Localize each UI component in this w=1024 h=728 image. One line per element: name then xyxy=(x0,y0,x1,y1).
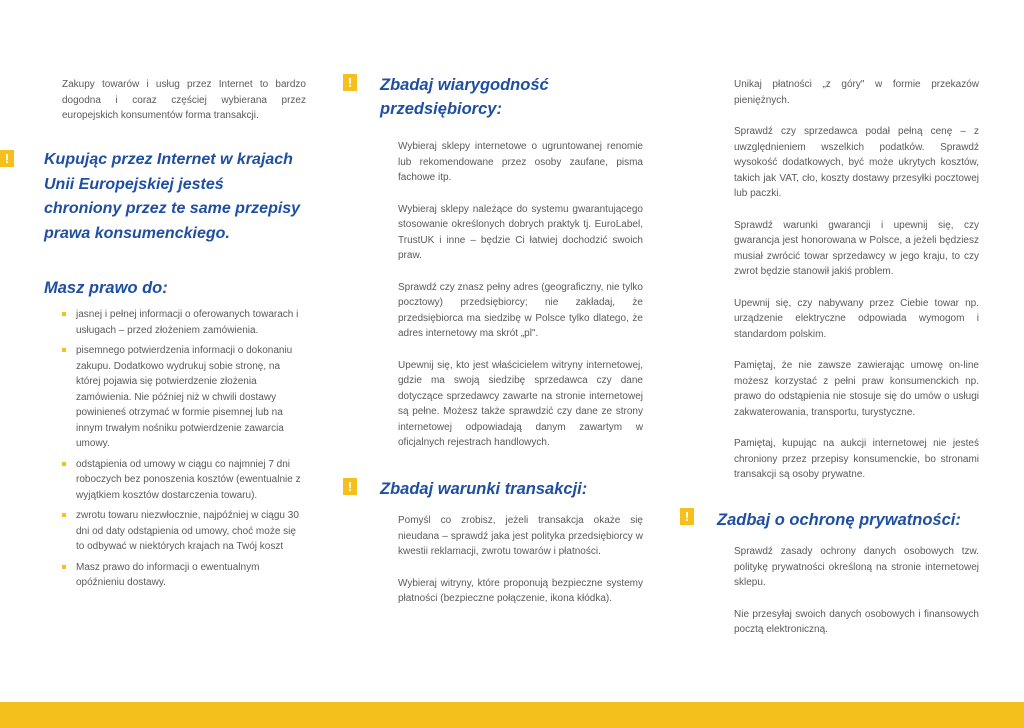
footer-bar xyxy=(0,702,1024,728)
list-item: jasnej i pełnej informacji o oferowanych towarach i usługach – przed złożeniem zamówienia. xyxy=(62,307,306,338)
privacy-paragraph: Sprawdź zasady ochrony danych osobowych tzw. politykę prywatności określoną na stronie internetowej sklepu. xyxy=(734,546,979,588)
credibility-heading: Zbadaj wiarygodność przedsiębiorcy: xyxy=(380,76,549,118)
exclamation-icon: ! xyxy=(680,508,694,525)
list-item: pisemnego potwierdzenia informacji o dokonaniu zakupu. Dodatkowo wydrukuj sobie stronę, na której pojawia się potwierdzenie złożenia zamówienia. Nie później niż w chwili dostawy powinieneś otrzymać w formie pisemnej lub na innym trwałym nośniku potwierdzenie zawarcia umowy. xyxy=(62,343,306,452)
rights-heading: Masz prawo do: xyxy=(44,279,168,297)
privacy-block xyxy=(734,544,979,638)
advice-block xyxy=(734,77,979,483)
credibility-paragraph: Wybieraj sklepy internetowe o ugruntowanej renomie lub rekomendowane przez osoby zaufane, pisma fachowe itp. xyxy=(398,141,643,183)
list-item: Masz prawo do informacji o ewentualnym opóźnieniu dostawy. xyxy=(62,560,306,591)
exclamation-icon: ! xyxy=(343,74,357,91)
rights-list xyxy=(62,307,306,596)
intro-paragraph: Zakupy towarów i usług przez Internet to bardzo dogodna i coraz częściej wybierana przez europejskich konsumentów forma transakcji. xyxy=(62,79,306,121)
protected-heading: Kupując przez Internet w krajach Unii Europejskiej jesteś chroniony przez te same przepisy prawa konsumenckiego. xyxy=(44,151,301,242)
credibility-paragraph: Sprawdź czy znasz pełny adres (geograficzny, nie tylko pocztowy) przedsiębiorcy; nie zakładaj, że przedsiębiorca ma siedzibę w Polsce tylko dlatego, że adres internetowy ma skrót „pl". xyxy=(398,281,643,339)
advice-paragraph: Pamiętaj, kupując na aukcji internetowej nie jesteś chroniony przez przepisy konsumenckie, bo stronami transakcji są osoby prywatne. xyxy=(734,438,979,480)
advice-paragraph: Sprawdź warunki gwarancji i upewnij się, czy gwarancja jest honorowana w Polsce, a jeżeli będziesz musiał zwrócić towar sprzedawcy w jego kraju, to czy zwrot będzie stanowił jakiś problem. xyxy=(734,219,979,277)
credibility-paragraph: Upewnij się, kto jest właścicielem witryny internetowej, gdzie ma swoją siedzibę sprzedawca czy dane dotyczące sprzedawcy zawarte na stronie internetowej są pełne. Możesz także sprawdzić czy dane ze strony internetowej odpowiadają danym zawartym w oficjalnych rejestrach handlowych. xyxy=(398,359,643,448)
transaction-heading: Zbadaj warunki transakcji: xyxy=(380,480,588,498)
privacy-heading: Zadbaj o ochronę prywatności: xyxy=(717,511,961,529)
transaction-paragraph: Pomyśl co zrobisz, jeżeli transakcja okaże się nieudana – sprawdź jaka jest polityka przedsiębiorcy w kwestii reklamacji, zwrotu towarów i płatności. xyxy=(398,515,643,557)
intro-block xyxy=(62,77,306,124)
transaction-paragraph: Wybieraj witryny, które proponują bezpieczne systemy płatności (bezpieczne połączenie, ikona kłódka). xyxy=(398,577,643,604)
advice-paragraph: Upewnij się, czy nabywany przez Ciebie towar np. urządzenie elektryczne odpowiada wymogom i standardom polskim. xyxy=(734,297,979,340)
exclamation-icon: ! xyxy=(0,150,14,167)
advice-paragraph: Sprawdź czy sprzedawca podał pełną cenę – z uwzględnieniem wszelkich podatków. Sprawdź wysokość dodatkowych, być może ukrytych kosztów, takich jak VAT, cło, koszty dostawy przesyłki pocztowej lub paczki. xyxy=(734,126,979,199)
privacy-paragraph: Nie przesyłaj swoich danych osobowych i finansowych pocztą elektroniczną. xyxy=(734,608,979,635)
advice-paragraph: Unikaj płatności „z góry" w formie przekazów pieniężnych. xyxy=(734,79,979,106)
transaction-block xyxy=(398,513,643,607)
credibility-block xyxy=(398,139,643,451)
list-item: zwrotu towaru niezwłocznie, najpóźniej w ciągu 30 dni od daty odstąpienia od umowy, choć może się to odbywać w niektórych krajach na Twój koszt xyxy=(62,508,306,555)
list-item: odstąpienia od umowy w ciągu co najmniej 7 dni roboczych bez ponoszenia kosztów (ewentualnie z wyjątkiem kosztów dostarczenia towaru). xyxy=(62,457,306,504)
exclamation-icon: ! xyxy=(343,478,357,495)
credibility-paragraph: Wybieraj sklepy należące do systemu gwarantującego stosowanie określonych dobrych praktyk tj. EuroLabel, TrustUK i inne – będzie Ci łatwiej dochodzić swoich praw. xyxy=(398,203,643,261)
advice-paragraph: Pamiętaj, że nie zawsze zawierając umowę on-line możesz korzystać z pełni praw konsumenckich np. prawo do odstąpienia nie stosuje się do umów o usługi zakwaterowania, transportu, turystyczne. xyxy=(734,360,979,418)
